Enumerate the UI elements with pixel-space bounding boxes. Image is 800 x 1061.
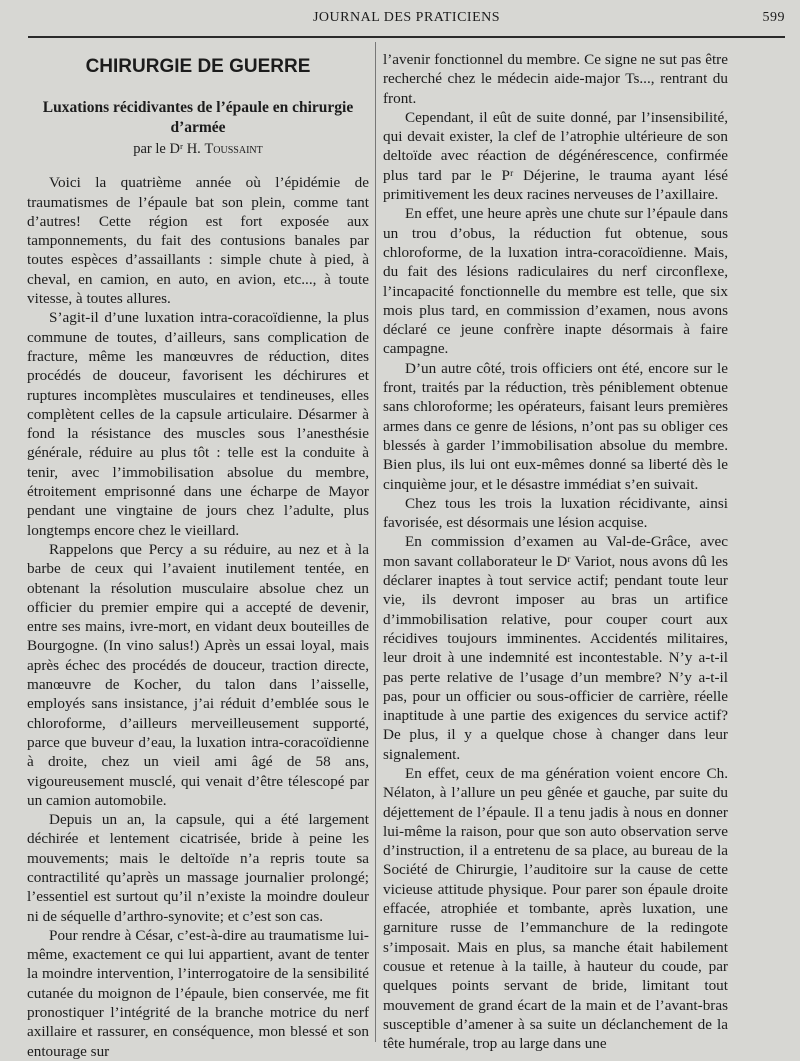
author-name: Toussaint xyxy=(204,141,263,157)
left-column xyxy=(27,50,369,1061)
paragraph: En effet, une heure après une chute sur l’épaule dans un trou d’obus, la réduction fut obtenue, sous chloroforme, de la luxation intra-coracoïdienne. Mais, du fait des lésions radiculaires du nerf circonflexe, l’incapacité fonctionnelle du membre est telle, que six mois plus tard, en commission d’examen, nous avons déclaré ce jeune confrère inapte désormais à faire campagne. xyxy=(383,205,728,358)
right-column xyxy=(383,50,728,1053)
paragraph: S’agit-il d’une luxation intra-coracoïdienne, la plus commune de toutes, d’ailleurs, sans complication de fracture, même les manœuvres de réduction, dites procédés de douceur, favorisent les déchirures et ruptures incomplètes musculaires et tendineuses, elles complètent celles de la capsule articulaire. Désarmer à fond la résistance des muscles sous l’anesthésie générale, réduire au plus tôt : telle est la conduite à tenir, avec l’immobilisation absolue du membre, étroitement emprisonné dans une écharpe de Mayor pendant une vingtaine de jours chez l’adulte, plus longtemps encore chez le vieillard. xyxy=(27,309,369,539)
paragraph: Rappelons que Percy a su réduire, au nez et à la barbe de ceux qui l’avaient inutilement tentée, en obtenant la résolution musculaire absolue chez un officier du premier empire qui a accepté de devenir, entre ses mains, ivre-mort, en vidant deux bouteilles de Bourgogne. (In vino salus!) Après un essai loyal, mais après échec des procédés de douceur, traction directe, manœuvre de Kocher, du talon dans l’aisselle, employés sans insistance, j’ai réduit d’emblée sous le chloroforme, d’ailleurs merveilleusement supporté, parce que buveur d’eau, la luxation intra-coracoïdienne à droite, chez un vieil ami âgé de 58 ans, vigoureusement musclé, qui venait d’être télescopé par un camion automobile. xyxy=(27,540,369,809)
header-rule xyxy=(28,36,785,38)
byline-prefix: par le Dʳ H. xyxy=(133,141,205,157)
paragraph-continuation: l’avenir fonctionnel du membre. Ce signe ne sut pas être recherché chez le médecin aide-major Ts..., rentrant du front. xyxy=(383,51,728,107)
running-header xyxy=(28,6,785,28)
paragraph: Chez tous les trois la luxation récidivante, ainsi favorisée, est désormais une lésion acquise. xyxy=(383,494,728,532)
paragraph: Pour rendre à César, c’est-à-dire au traumatisme lui-même, exactement ce qui lui appartient, avant de tenter la moindre intervention, l’interrogatoire de la sensibilité cutanée du moignon de l’épaule, bien conservée, me fit pronostiquer l’intégrité de la branche motrice du nerf axillaire et rassurer, en conséquence, mon blessé et son entourage sur xyxy=(27,926,369,1060)
page-number: 599 xyxy=(762,10,785,25)
paragraph: Depuis un an, la capsule, qui a été largement déchirée et lentement cicatrisée, bride à peine les mouvements; mais le deltoïde n’a repris toute sa contractilité qu’après un massage journalier prolongé; l’essentiel est surtout qu’il n’existe la moindre douleur ni de séquelle d’arthro-synovite; et c’est son cas. xyxy=(27,811,369,925)
section-title: CHIRURGIE DE GUERRE xyxy=(85,56,311,77)
column-divider xyxy=(375,42,376,1042)
paragraph: En commission d’examen au Val-de-Grâce, avec mon savant collaborateur le Dʳ Variot, nous avons dû les déclarer inaptes à tout service actif; pendant toute leur vie, ils devront imposer au bras un artifice d’immobilisation relative, pour couper court aux récidives toujours imminentes. Accidentés militaires, leur droit à une indemnité est incontestable. N’y a-t-il pas perte relative de l’usage d’un membre? N’y a-t-il pas, pour un officier ou sous-officier de carrière, réelle inaptitude à une partie des exigences du service actif? De plus, il y a quelque chose à changer dans leur signalement. xyxy=(383,533,728,763)
paragraph: Voici la quatrième année où l’épidémie de traumatismes de l’épaule bat son plein, comme tant d’autres! Cette région est fort exposée aux tamponnements, du fait des contusions banales par toutes espèces d’assaillants : simple chute à pied, à cheval, en camion, en auto, en avion, etc..., à toute vitesse, à toutes allures. xyxy=(27,174,369,308)
byline xyxy=(27,140,369,159)
paragraph: Cependant, il eût de suite donné, par l’insensibilité, qui devait exister, la clef de l’atrophie ultérieure de son deltoïde avec réaction de dégénérescence, confirmée plus tard par le Pʳ Déjerine, le trauma ayant lésé primitivement les deux racines nerveuses de l’axillaire. xyxy=(383,108,728,204)
journal-title: JOURNAL DES PRATICIENS xyxy=(312,10,501,25)
paragraph: En effet, ceux de ma génération voient encore Ch. Nélaton, à l’allure un peu gênée et gauche, par suite du déjettement de l’épaule. Il a tenu jadis à nous en donner lui-même la raison, pour que son auto observation serve d’instruction, il a entretenu de sa place, au bureau de la Société de Chirurgie, l’auditoire sur la cause de cette vicieuse attitude physique. Pour parer son épaule droite effacée, atrophiée et tombante, après luxation, une garniture russe de l’emmanchure de la redingote s’imposait. Mais en plus, sa manche était habilement cousue et retenue à la taille, à hauteur du coude, par quelques points servant de bride, limitant tout mouvement de grand écart de la main et de l’avant-bras susceptible d’amener à sa suite un déclanchement de la tête humérale, trop au large dans une xyxy=(383,764,728,1053)
article-title: Luxations récidivantes de l’épaule en chirurgie d’armée xyxy=(42,99,354,136)
paragraph: D’un autre côté, trois officiers ont été, encore sur le front, traités par la réduction, très péniblement obtenue sans chloroforme; les opérateurs, faisant leurs premières armes dans ce genre de lésions, n’ont pas su obliger ces blessés à garder l’immobilisation absolue du membre. Bien plus, ils lui ont eux-mêmes donné sa liberté dès le cinquième jour, et le désastre immédiat s’en suivait. xyxy=(383,359,728,493)
